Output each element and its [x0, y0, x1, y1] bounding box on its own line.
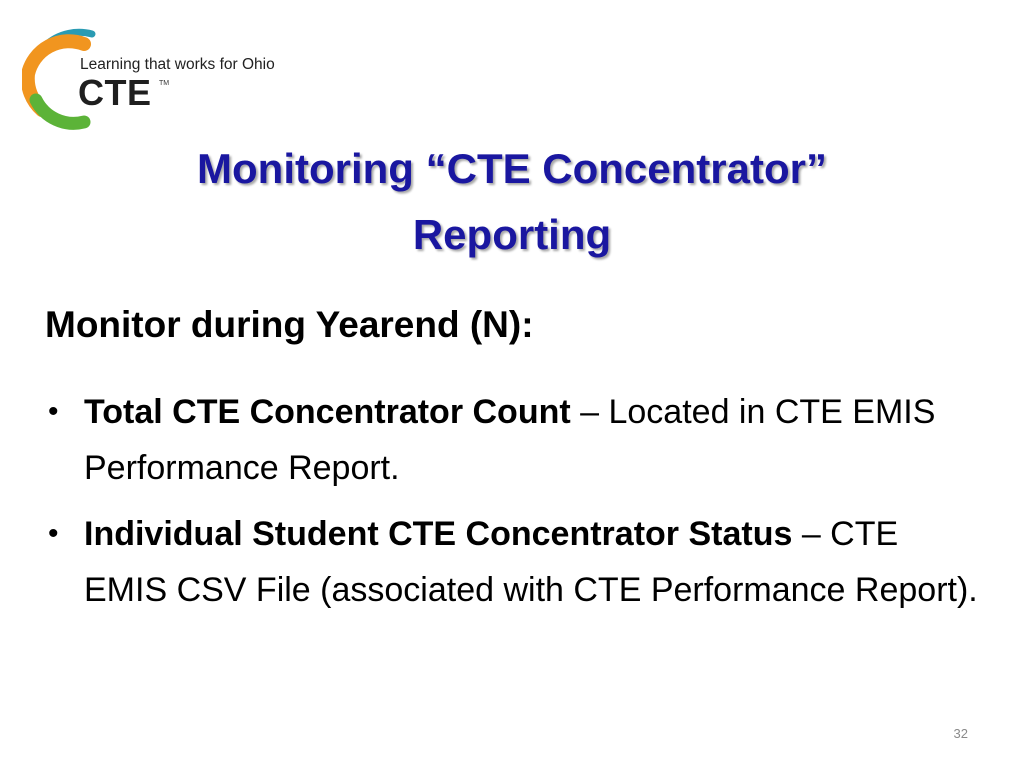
slide-title-line-1: Monitoring “CTE Concentrator” [197, 145, 827, 192]
logo-tagline: Learning that works for Ohio [80, 56, 275, 73]
bullet-bold-text: Total CTE Concentrator Count [84, 393, 571, 431]
page-number: 32 [953, 726, 968, 741]
slide-title [120, 136, 904, 268]
bullet-bold-text: Individual Student CTE Concentrator Status [84, 515, 793, 553]
slide-title-line-2: Reporting [412, 211, 612, 258]
bullet-text: – CTE EMIS CSV File (associated with CTE Performance Report). [84, 515, 978, 609]
bullet-dot-icon: • [48, 517, 59, 550]
bullet-list [45, 384, 985, 628]
logo-trademark: TM [159, 80, 170, 87]
bullet-text: – Located in CTE EMIS Performance Report. [84, 393, 936, 487]
logo-wordmark: CTE [78, 72, 152, 113]
bullet-dot-icon: • [48, 395, 59, 428]
bullet-item [45, 506, 985, 618]
bullet-item [45, 384, 985, 496]
section-subheading: Monitor during Yearend (N): [45, 304, 534, 345]
ohio-cte-logo [22, 22, 282, 132]
